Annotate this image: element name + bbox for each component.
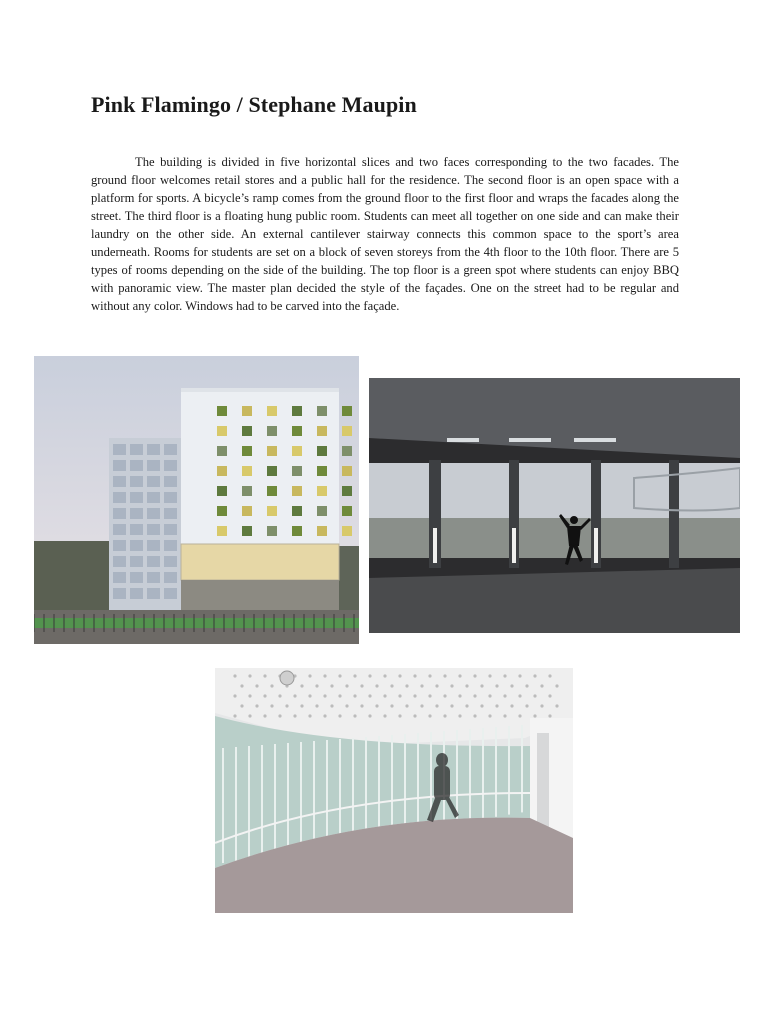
public-room-illustration [215,668,573,913]
photo-public-room [215,668,573,913]
building-exterior-illustration [34,356,359,644]
page-title: Pink Flamingo / Stephane Maupin [91,92,417,117]
photo-building-exterior [34,356,359,644]
sports-floor-illustration [369,378,740,633]
photo-sports-floor [369,378,740,633]
body-paragraph: The building is divided in five horizontal slices and two faces corresponding to the two facades. The ground floor welcomes retail stores and a public hall for the residence. The second floor is an open space with a platform for sports. A bicycle’s ramp comes from the ground floor to the first floor and wraps the facades along the street. The third floor is a floating hung public room. Students can meet all together on one side and can make their laundry on the other side. An external cantilever stairway connects this common space to the sport’s area underneath. Rooms for students are set on a block of seven storeys from the 4th floor to the 10th floor. There are 5 types of rooms depending on the side of the building. The top floor is a green spot where students can enjoy BBQ with panoramic view. The master plan decided the style of the façades. One on the street had to be regular and without any color. Windows had to be carved into the façade. [91,155,679,313]
